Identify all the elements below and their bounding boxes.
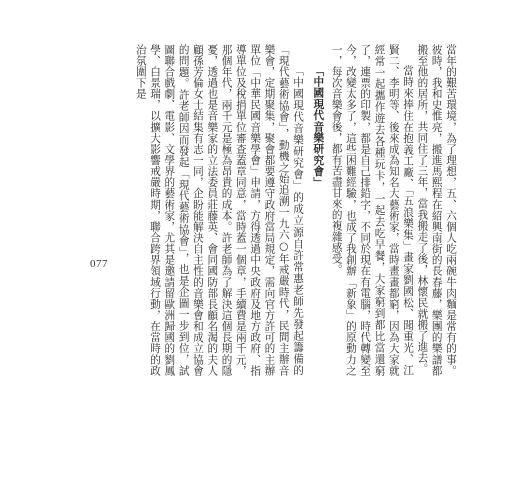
paragraph: 當時來捧住在抱義工廠、「五浪樂集」畫家劉國松、聞重光、江賢二、李明等、後來成為知名大藝術家，當時畫畫都窮，因為大家就經常一起攜作遊去各種玩卡，一起去吃早餐，大家窮到都比當還窮了，連票的印製，都是自己排鉛字，不同於現在有電腦，時代轉變至今，改變太多了，這些困難經驗，也成了我創辦「新象」的原動力之一，每次音樂會後，都有苦盡甘來的複雜感受。 bbox=[330, 44, 415, 376]
page-number: 077 bbox=[90, 258, 108, 270]
vertical-text-block bbox=[133, 44, 458, 376]
paragraph: 「中國現代音樂研究會」的成立源自許常惠老師先發起籌備的「現代藝術協會」，動機之始追溯一九六○年戒嚴時代，民間主辦音樂會，定期聚集，聚會都要遵守政府當局規定，需向官方許可的主辦單位「中華民國音樂學會」申請，方得透過中央政府及地方政府、指導單位及稅捐單位審查蓋章同意，當時蓋一個章，手續費是兩千元，那個年代，兩千元是極為昂貴的成本。許老師為了解決這個長期的隱憂，透過也是音樂家的立法委員莊藤英、會同國防部長顧名渴的夫人顧孫芳倫女士結集有志一同，企盼能解決自主性的音樂會和成立協會的問題。許老師因而發起「現代藝術協會」，也是企圖一步到位，試圖聯合戲劇、電影、文學界的藝術家，尤其是邀請留歐洲歸國的劉鳳學、白景瑞，以擴大影響戒嚴時期，聯合跨界領域行動，在當時的政治氛圍下是 bbox=[134, 44, 305, 376]
section-heading: 「中國現代音樂研究會」 bbox=[312, 65, 325, 189]
paragraph: 當年的艱苦環境，為了理想，五、六個人吃兩碗牛肉麵是常有的事。彼時，我和史惟亮，搬進馬熙程在紹興南街的長春藤，樂團的樂譜都搬至他的居所，共同住了三年，當我搬走了後，林懷民就搬了進去。 bbox=[416, 44, 457, 376]
